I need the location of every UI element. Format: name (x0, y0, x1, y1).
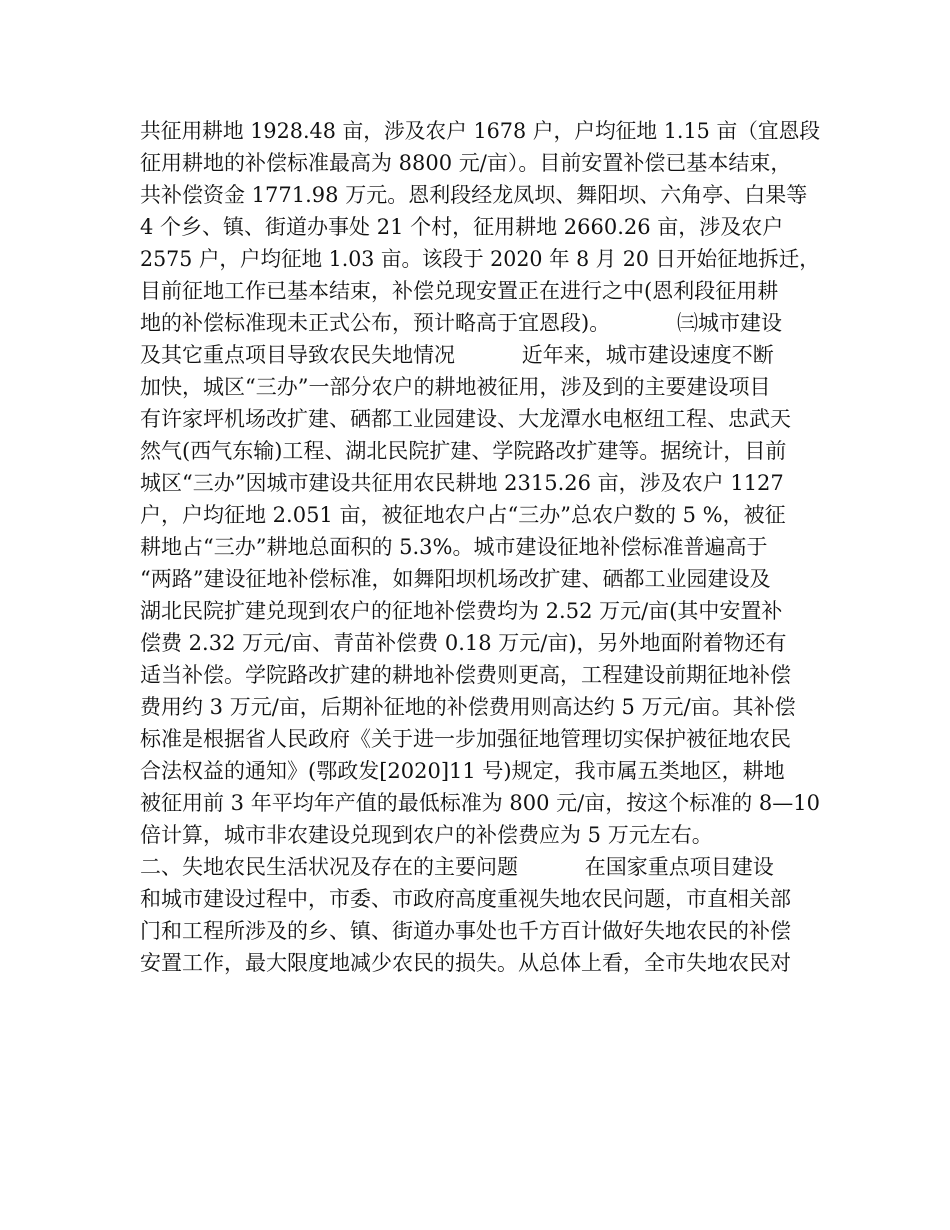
text-line: 加快，城区“三办”一部分农户的耕地被征用，涉及到的主要建设项目 (140, 375, 771, 399)
text-line: 被征用前 3 年平均年产值的最低标准为 800 元/亩，按这个标准的 8—10 (140, 791, 820, 815)
text-line: 征用耕地的补偿标准最高为 8800 元/亩）。目前安置补偿已基本结束， (140, 151, 792, 175)
text-line: 费用约 3 万元/亩，后期补征地的补偿费用则高达约 5 万元/亩。其补偿 (140, 695, 796, 719)
text-line: 然气(西气东输)工程、湖北民院扩建、学院路改扩建等。据统计，目前 (140, 439, 787, 463)
text-line: 目前征地工作已基本结束，补偿兑现安置正在进行之中(恩利段征用耕 (140, 279, 779, 303)
text-line: 耕地占“三办”耕地总面积的 5.3%。城市建设征地补偿标准普遍高于 (140, 535, 768, 559)
text-line: 地的补偿标准现未正式公布，预计略高于宜恩段)。 ㈢城市建设 (140, 311, 782, 335)
text-line: 二、失地农民生活状况及存在的主要问题 在国家重点项目建设 (140, 855, 774, 879)
text-line: 倍计算，城市非农建设兑现到农户的补偿费应为 5 万元左右。 (140, 823, 713, 847)
text-line: 湖北民院扩建兑现到农户的征地补偿费均为 2.52 万元/亩(其中安置补 (140, 599, 783, 623)
text-line: 安置工作，最大限度地减少农民的损失。从总体上看，全市失地农民对 (140, 951, 791, 975)
text-line: 共补偿资金 1771.98 万元。恩利段经龙凤坝、舞阳坝、六角亭、白果等 (140, 183, 808, 207)
text-line: 有许家坪机场改扩建、硒都工业园建设、大龙潭水电枢纽工程、忠武天 (140, 407, 791, 431)
text-line: 合法权益的通知》(鄂政发[2020]11 号)规定，我市属五类地区，耕地 (140, 759, 785, 783)
text-line: 户，户均征地 2.051 亩，被征地农户占“三办”总农户数的 5 %，被征 (140, 503, 786, 527)
text-line: 偿费 2.32 万元/亩、青苗补偿费 0.18 万元/亩)，另外地面附着物还有 (140, 631, 787, 655)
text-line: 城区“三办”因城市建设共征用农民耕地 2315.26 亩，涉及农户 1127 (140, 471, 784, 495)
body-text (140, 115, 820, 979)
text-line: 2575 户，户均征地 1.03 亩。该段于 2020 年 8 月 20 日开始征地拆迁， (140, 247, 820, 271)
text-line: 共征用耕地 1928.48 亩，涉及农户 1678 户，户均征地 1.15 亩（宜恩段 (140, 119, 820, 143)
text-line: 4 个乡、镇、街道办事处 21 个村，征用耕地 2660.26 亩，涉及农户 (140, 215, 784, 239)
text-line: 适当补偿。学院路改扩建的耕地补偿费则更高，工程建设前期征地补偿 (140, 663, 791, 687)
text-line: 和城市建设过程中，市委、市政府高度重视失地农民问题，市直相关部 (140, 887, 791, 911)
text-line: 标准是根据省人民政府《关于进一步加强征地管理切实保护被征地农民 (140, 727, 791, 751)
text-line: 及其它重点项目导致农民失地情况 近年来，城市建设速度不断 (140, 343, 774, 367)
text-line: 门和工程所涉及的乡、镇、街道办事处也千方百计做好失地农民的补偿 (140, 919, 791, 943)
text-line: “两路”建设征地补偿标准，如舞阳坝机场改扩建、硒都工业园建设及 (140, 567, 771, 591)
